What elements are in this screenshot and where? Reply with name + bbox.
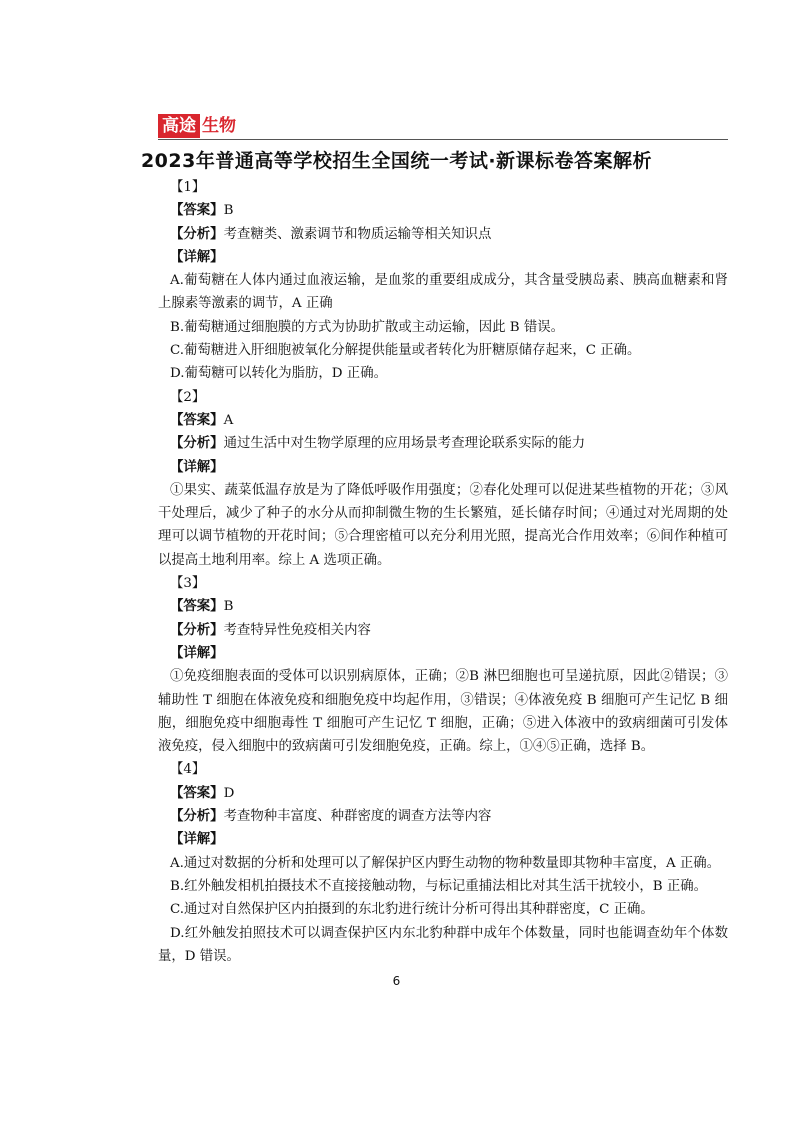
detail-label: 【详解】 [170, 644, 224, 661]
analysis-line [158, 805, 728, 828]
answer-value: A [223, 412, 234, 428]
answer-line [158, 409, 728, 432]
detail-label: 【详解】 [170, 831, 224, 848]
answer-label: 【答案】 [170, 202, 224, 219]
page-title: 2023年普通高等学校招生全国统一考试·新课标卷答案解析 [140, 150, 653, 172]
answer-value: B [223, 599, 234, 615]
answer-line [158, 595, 728, 618]
detail-paragraph: A.葡萄糖在人体内通过血液运输，是血浆的重要组成成分，其含量受胰岛素、胰高血糖素和肾上腺素等激素的调节，A 正确 [158, 273, 728, 312]
analysis-line [158, 619, 728, 642]
logo-box: 高途 [158, 114, 200, 138]
detail-paragraph: D.红外触发拍照技术可以调查保护区内东北豹种群中成年个体数量，同时也能调查幼年个体数量，D 错误。 [158, 925, 728, 964]
detail-paragraph: B.葡萄糖通过细胞膜的方式为协助扩散或主动运输，因此 B 错误。 [170, 319, 564, 335]
answer-value: B [223, 203, 234, 219]
detail-paragraph: ①免疫细胞表面的受体可以识别病原体，正确；②B 淋巴细胞也可呈递抗原，因此②错误；③辅助性 T 细胞在体液免疫和细胞免疫中均起作用，③错误；④体液免疫 B 细胞可产生记忆 B 细胞，细胞免疫中细胞毒性 T 细胞可产生记忆 T 细胞，正确；⑤进入体液中的致病细菌可引发体液免疫，侵入细胞中的致病菌可引发细胞免疫，正确。综上，①④⑤正确，选择 B。 [158, 669, 728, 755]
answer-line [158, 199, 728, 222]
analysis-label: 【分析】 [170, 435, 224, 452]
analysis-text: 通过生活中对生物学原理的应用场景考查理论联系实际的能力 [223, 436, 586, 452]
question-number: 【1】 [170, 180, 206, 195]
answer-line [158, 782, 728, 805]
logo-text: 生物 [202, 116, 236, 136]
answer-label: 【答案】 [170, 411, 224, 428]
page-number: 6 [392, 974, 401, 988]
answer-label: 【答案】 [170, 598, 224, 615]
detail-label: 【详解】 [170, 458, 224, 475]
analysis-label: 【分析】 [170, 621, 224, 638]
answer-content [158, 176, 728, 968]
detail-paragraph: A.通过对数据的分析和处理可以了解保护区内野生动物的物种数量即其物种丰富度，A 正确。 [170, 855, 721, 871]
detail-paragraph: C.葡萄糖进入肝细胞被氧化分解提供能量或者转化为肝糖原储存起来，C 正确。 [170, 343, 641, 359]
answer-value: D [223, 785, 235, 801]
detail-paragraph: B.红外触发相机拍摄技术不直接接触动物，与标记重捕法相比对其生活干扰较小，B 正确。 [170, 878, 708, 894]
header-divider [158, 139, 728, 140]
question-number: 【2】 [170, 389, 206, 405]
analysis-text: 考查特异性免疫相关内容 [223, 622, 371, 638]
analysis-label: 【分析】 [170, 225, 224, 242]
question-number: 【3】 [170, 576, 206, 592]
analysis-text: 考查糖类、激素调节和物质运输等相关知识点 [223, 226, 492, 242]
detail-paragraph: D.葡萄糖可以转化为脂肪，D 正确。 [170, 366, 387, 382]
page-header [158, 114, 728, 142]
detail-label: 【详解】 [170, 248, 224, 265]
analysis-line [158, 223, 728, 246]
detail-paragraph: ①果实、蔬菜低温存放是为了降低呼吸作用强度；②春化处理可以促进某些植物的开花；③风干处理后，减少了种子的水分从而抑制微生物的生长繁殖，延长储存时间；④通过对光周期的处理可以调节植物的开花时间；⑤合理密植可以充分利用光照，提高光合作用效率；⑥间作种植可以提高土地利用率。综上 A 选项正确。 [158, 482, 728, 568]
analysis-line [158, 432, 728, 455]
detail-paragraph: C.通过对自然保护区内拍摄到的东北豹进行统计分析可得出其种群密度，C 正确。 [170, 902, 654, 918]
question-number: 【4】 [170, 762, 206, 778]
analysis-label: 【分析】 [170, 808, 224, 825]
answer-label: 【答案】 [170, 784, 224, 801]
brand-logo [158, 114, 236, 138]
analysis-text: 考查物种丰富度、种群密度的调查方法等内容 [223, 809, 492, 825]
